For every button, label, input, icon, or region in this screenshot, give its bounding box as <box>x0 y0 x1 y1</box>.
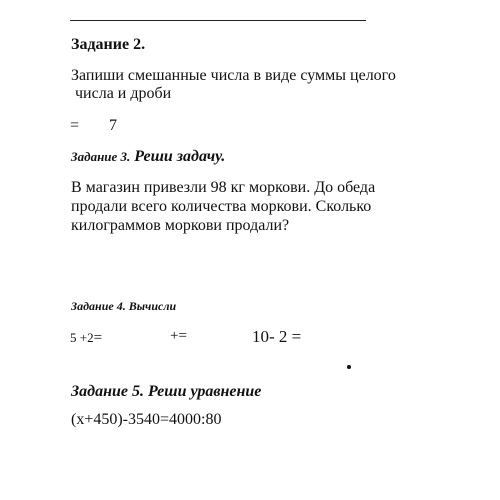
task2-value: 7 <box>109 117 117 134</box>
task5-heading: Задание 5. Реши уравнение <box>71 383 262 400</box>
stray-dot <box>347 365 351 369</box>
task3-line3: килограммов моркови продали? <box>71 217 290 234</box>
task4-heading: Задание 4. Вычисли <box>71 299 177 313</box>
task4-expr1 <box>70 329 102 347</box>
task4-expr1-text: 5 +2 <box>70 330 94 345</box>
task2-line1: Запиши смешанные числа в виде суммы целого <box>71 67 396 84</box>
task3-line1: В магазин привезли 98 кг моркови. До обеда <box>71 179 376 196</box>
task3-heading <box>71 148 225 166</box>
task5-equation: (x+450)-3540=4000:80 <box>71 411 222 428</box>
task3-line2: продали всего количества моркови. Сколько <box>71 198 372 215</box>
top-rule <box>70 20 366 21</box>
task2-line2: числа и дроби <box>75 85 172 102</box>
task4-expr2: += <box>170 328 187 344</box>
task4-expr3: 10- 2 = <box>252 327 302 346</box>
task2-heading: Задание 2. <box>71 36 146 53</box>
task2-equals: = <box>70 117 80 134</box>
task3-heading-prefix: Задание 3. <box>71 149 131 164</box>
task4-expr1-eq: = <box>93 330 103 346</box>
task3-heading-rest: Реши задачу. <box>134 148 226 165</box>
